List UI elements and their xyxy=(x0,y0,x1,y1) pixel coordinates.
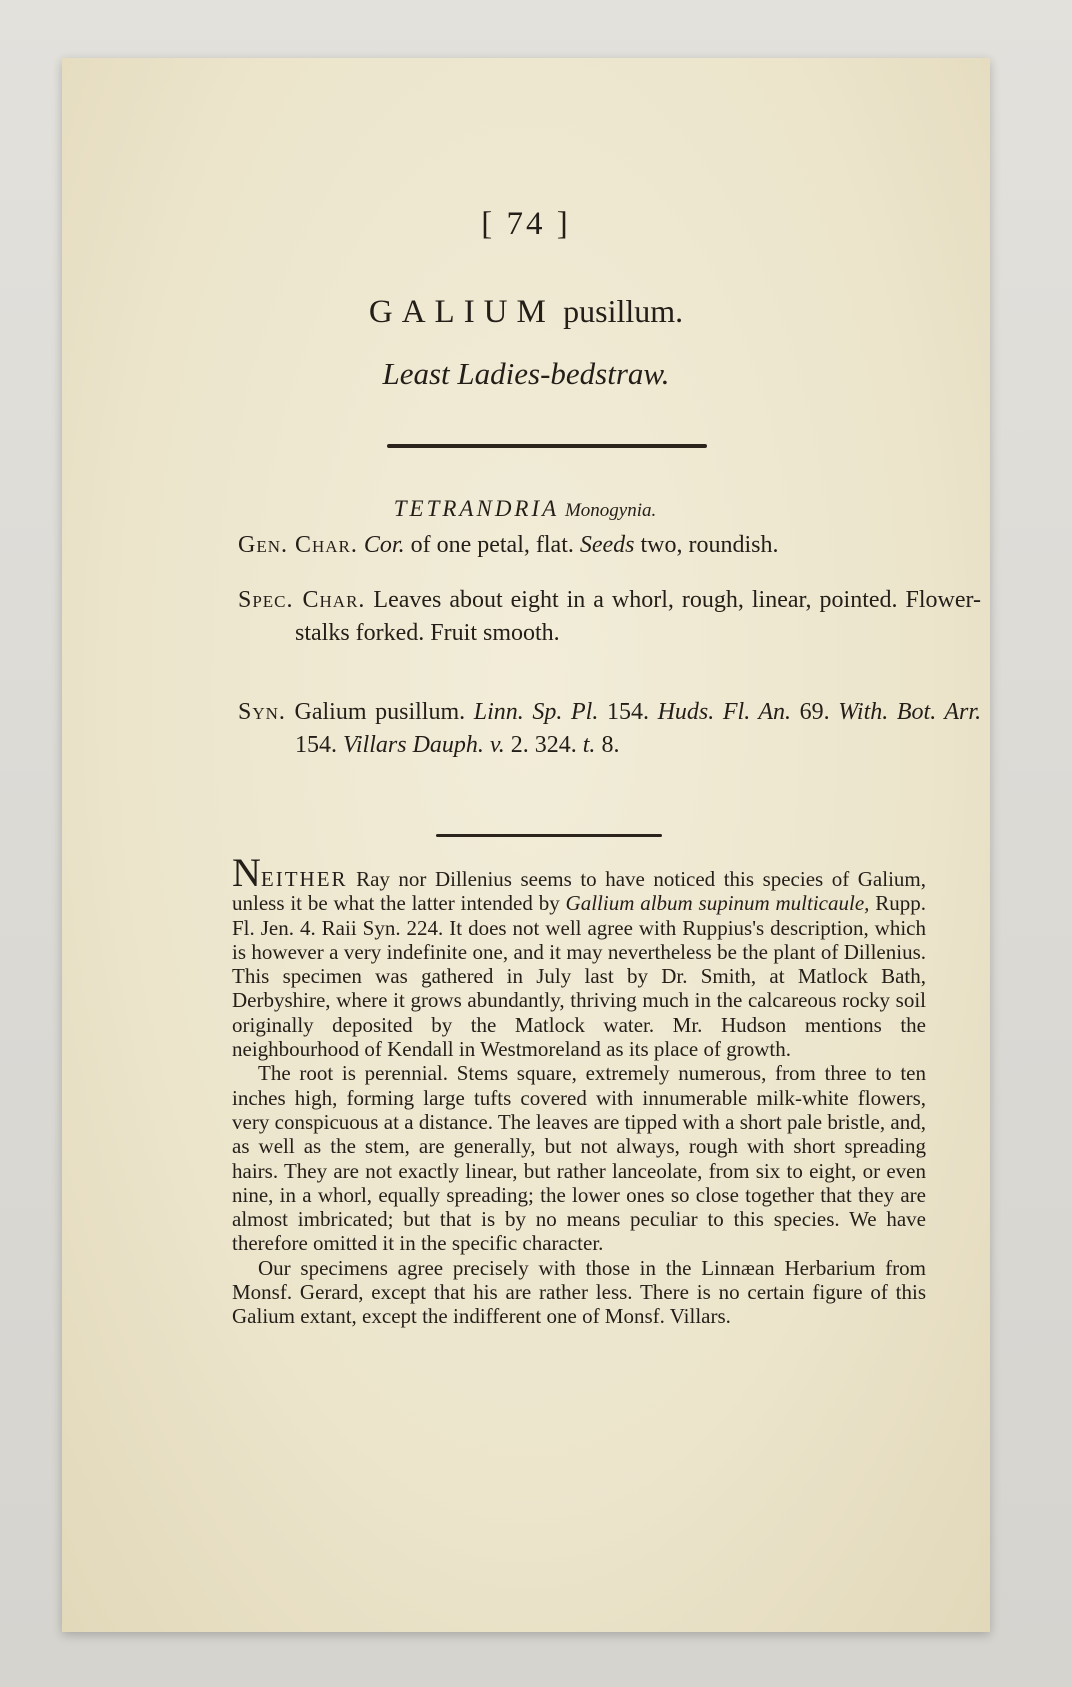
gen-char-italic-2: Seeds xyxy=(579,532,635,558)
gen-char-label: Gen. Char. xyxy=(238,532,358,558)
syn-text-1: Galium pusillum. xyxy=(294,699,474,725)
syn-text-2: 154. xyxy=(598,699,658,725)
common-name: Least Ladies-bedstraw. xyxy=(382,356,670,391)
syn-text-3: 69. xyxy=(791,699,839,725)
page-number: [ 74 ] xyxy=(481,206,571,242)
drop-cap: N xyxy=(232,850,261,895)
genus-name: GALIUM xyxy=(368,294,555,330)
paragraph-1-italic: Gallium album supinum multicaule, xyxy=(565,891,870,916)
gen-char-text-2: two, roundish. xyxy=(634,532,779,558)
syn-italic-4: Villars Dauph. v. xyxy=(343,732,505,758)
spec-char-text: Leaves about eight in a whorl, rough, linear, pointed. Flower-stalks forked. Fruit smooth. xyxy=(295,587,981,646)
species-name: pusillum. xyxy=(563,293,684,329)
divider-rule-2 xyxy=(436,834,662,837)
species-title xyxy=(62,293,990,331)
divider-rule xyxy=(387,444,707,448)
classification-line xyxy=(62,496,988,522)
description-body xyxy=(232,850,927,1329)
syn-italic-3: With. Bot. Arr. xyxy=(838,699,982,725)
syn-text-6: 8. xyxy=(595,732,620,758)
specific-character xyxy=(238,584,981,650)
syn-text-4: 154. xyxy=(295,732,343,758)
spec-char-label: Spec. Char. xyxy=(238,587,366,613)
class-name: TETRANDRIA xyxy=(393,496,560,521)
syn-italic-5: t. xyxy=(582,732,596,758)
syn-text-5: 2. 324. xyxy=(504,732,583,758)
paragraph-2: The root is perennial. Stems square, extremely numerous, from three to ten inches high, forming large tufts covered with innumerable milk-white flowers, very conspicuous at a distance. The leaves are tipped with a short pale bristle, and, as well as the stem, are generally, but not always, rough with short spreading hairs. They are not exactly linear, but rather lanceolate, from six to eight, or even nine, in a whorl, equally spreading; the lower ones so close together that they are almost imbricated; but that is by no means peculiar to this species. We have therefore omitted it in the specific character. xyxy=(232,1061,926,1256)
paragraph-1-text-2: Rupp. Fl. Jen. 4. Raii Syn. 224. It does not well agree with Ruppius's description, which is however a very indefinite one, and it may nevertheless be the plant of Dillenius. This specimen was gathered in July last by Dr. Smith, at Matlock Bath, Derbyshire, where it grows abundantly, thriving much in the calcareous rocky soil originally deposited by the Matlock water. Mr. Hudson mentions the neighbourhood of Kendall in Westmoreland as its place of growth. xyxy=(232,891,927,1062)
synonymy xyxy=(238,696,981,762)
book-page xyxy=(62,58,990,1632)
gen-char-italic-1: Cor. xyxy=(363,532,405,558)
generic-character xyxy=(238,529,981,562)
syn-italic-2: Huds. Fl. An. xyxy=(657,699,792,725)
paragraph-3: Our specimens agree precisely with those in the Linnæan Herbarium from Monsf. Gerard, except that his are rather less. There is no certain figure of this Galium extant, except the indifferent one of Monsf. Villars. xyxy=(232,1255,926,1329)
gen-char-text-1: of one petal, flat. xyxy=(404,532,580,558)
syn-label: Syn. xyxy=(238,699,286,725)
paragraph-1-text-1: Ray nor Dillenius seems to have noticed this species of Galium, unless it be what the latter intended by xyxy=(232,867,926,916)
opening-caps: EITHER xyxy=(260,867,348,891)
syn-italic-1: Linn. Sp. Pl. xyxy=(473,699,599,725)
paragraph-1 xyxy=(232,850,927,1062)
order-name: Monogynia. xyxy=(564,500,657,521)
